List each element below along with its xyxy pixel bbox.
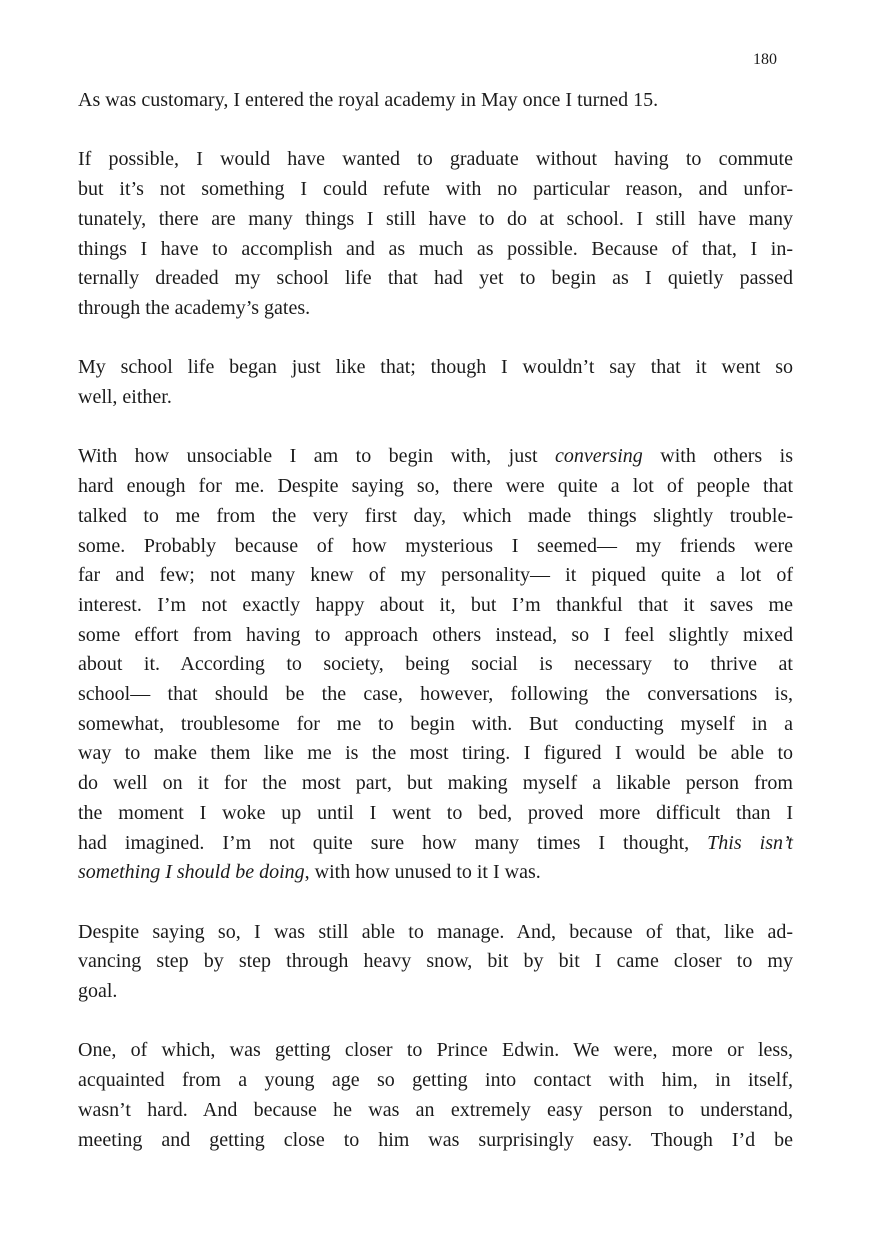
text-line: As was customary, I entered the royal academy in May once I turned 15. (78, 89, 659, 111)
text-line: ternally dreaded my school life that had yet to begin as I quietly passed (78, 267, 793, 290)
text-line: had imagined. I’m not quite sure how many times I thought, This isn’t (78, 831, 793, 854)
text-line: school— that should be the case, however, following the conversations is, (78, 683, 793, 706)
text-line: about it. According to society, being social is necessary to thrive at (78, 653, 793, 676)
text-line: meeting and getting close to him was surprisingly easy. Though I’d be (78, 1128, 793, 1151)
text-line: Despite saying so, I was still able to manage. And, because of that, like ad- (78, 920, 793, 943)
paragraph (78, 918, 793, 1007)
paragraph (78, 353, 793, 412)
paragraph (78, 1036, 793, 1155)
paragraph (78, 145, 793, 323)
text-line: vancing step by step through heavy snow, bit by bit I came closer to my (78, 950, 793, 973)
text-line: hard enough for me. Despite saying so, there were quite a lot of people that (78, 475, 793, 498)
page-body (78, 86, 793, 1185)
text-line: way to make them like me is the most tiring. I figured I would be able to (78, 742, 793, 765)
text-line: somewhat, troublesome for me to begin with. But conducting myself in a (78, 712, 793, 735)
text-line: do well on it for the most part, but making myself a likable person from (78, 772, 793, 795)
page-number: 180 (753, 51, 777, 68)
paragraph (78, 442, 793, 888)
text-line: some effort from having to approach others instead, so I feel slightly mixed (78, 623, 793, 646)
text-line: some. Probably because of how mysterious I seemed— my friends were (78, 534, 793, 557)
text-line: If possible, I would have wanted to graduate without having to commute (78, 148, 793, 171)
text-line: interest. I’m not exactly happy about it, but I’m thankful that it saves me (78, 593, 793, 616)
text-line: far and few; not many knew of my personality— it piqued quite a lot of (78, 564, 793, 587)
text-line: With how unsociable I am to begin with, just conversing with others is (78, 445, 793, 468)
paragraph (78, 86, 793, 116)
text-line: the moment I woke up until I went to bed, proved more difficult than I (78, 801, 793, 824)
text-line: goal. (78, 980, 118, 1003)
text-line: well, either. (78, 386, 172, 408)
text-line: wasn’t hard. And because he was an extremely easy person to understand, (78, 1098, 793, 1121)
text-line: My school life began just like that; though I wouldn’t say that it went so (78, 356, 793, 379)
text-line: things I have to accomplish and as much as possible. Because of that, I in- (78, 237, 793, 260)
text-line: something I should be doing, with how unused to it I was. (78, 861, 541, 884)
text-line: tunately, there are many things I still have to do at school. I still have many (78, 207, 793, 230)
text-line: but it’s not something I could refute with no particular reason, and unfor- (78, 178, 793, 201)
text-line: through the academy’s gates. (78, 296, 311, 319)
text-line: One, of which, was getting closer to Prince Edwin. We were, more or less, (78, 1039, 793, 1062)
text-line: acquainted from a young age so getting into contact with him, in itself, (78, 1069, 793, 1092)
text-line: talked to me from the very first day, which made things slightly trouble- (78, 504, 793, 527)
